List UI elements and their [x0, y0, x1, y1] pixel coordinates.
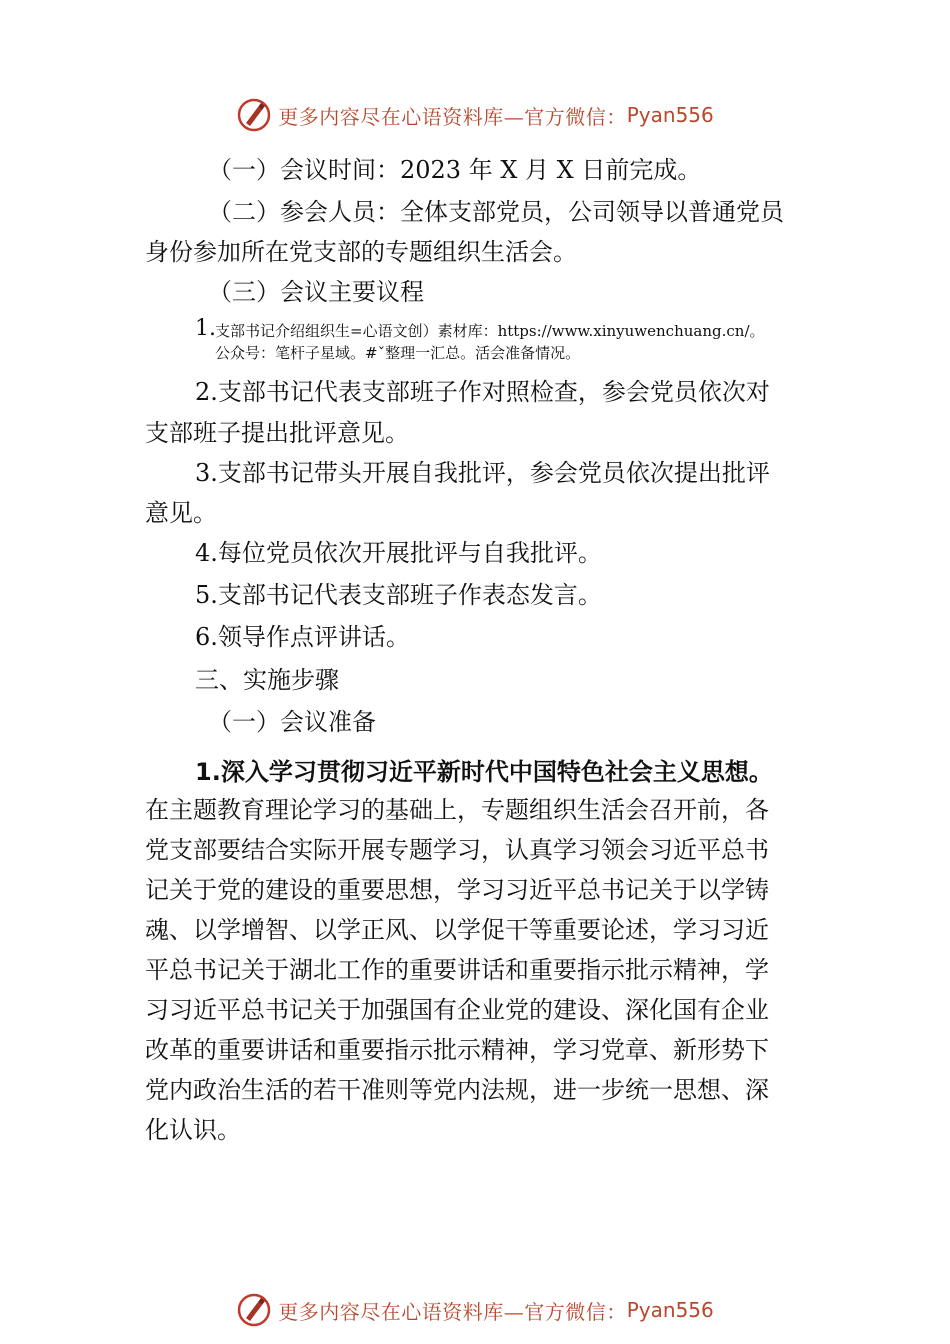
watermark-text: 更多内容尽在心语资料库—官方微信：	[278, 104, 627, 129]
body-line: 党内政治生活的若干准则等党内法规，进一步统一思想、深	[145, 1076, 769, 1104]
footer-watermark	[0, 1290, 950, 1330]
pen-logo-icon	[236, 1292, 272, 1328]
section-heading-3: 三、实施步骤	[195, 666, 339, 694]
agenda-item-5: 5.支部书记代表支部班子作表态发言。	[195, 581, 602, 609]
agenda-item-6: 6.领导作点评讲话。	[195, 623, 410, 651]
agenda-heading: （三）会议主要议程	[208, 278, 424, 306]
watermark-text: 更多内容尽在心语资料库—官方微信：	[278, 1299, 627, 1324]
meeting-time: （一）会议时间：2023 年 X 月 X 日前完成。	[208, 156, 702, 184]
agenda-item-2-line-2: 支部班子提出批评意见。	[145, 419, 409, 447]
body-line: 习习近平总书记关于加强国有企业党的建设、深化国有企业	[145, 996, 769, 1024]
agenda-item-3-line-1: 3.支部书记带头开展自我批评，参会党员依次提出批评	[195, 459, 770, 487]
body-line: 记关于党的建设的重要思想，学习习近平总书记关于以学铸	[145, 876, 769, 904]
attendees-line-2: 身份参加所在党支部的专题组织生活会。	[145, 238, 577, 266]
agenda-item-1-number: 1.	[195, 316, 216, 341]
study-heading: 1.深入学习贯彻习近平新时代中国特色社会主义思想。	[195, 758, 773, 786]
agenda-item-2-line-1: 2.支部书记代表支部班子作对照检查，参会党员依次对	[195, 378, 770, 406]
pen-logo-icon	[236, 97, 272, 133]
body-line: 化认识。	[145, 1116, 241, 1144]
body-line: 魂、以学增智、以学正风、以学促干等重要论述，学习习近	[145, 916, 769, 944]
body-line: 改革的重要讲话和重要指示批示精神，学习党章、新形势下	[145, 1036, 769, 1064]
agenda-item-1-line-2: 公众号：笔杆子星域。#ˇ整理一汇总。活会准备情况。	[215, 344, 581, 362]
agenda-item-4: 4.每位党员依次开展批评与自我批评。	[195, 539, 602, 567]
watermark-wechat-id: Pyan556	[626, 103, 714, 127]
agenda-item-3-line-2: 意见。	[145, 499, 217, 527]
body-line: 平总书记关于湖北工作的重要讲话和重要指示批示精神，学	[145, 956, 769, 984]
header-watermark	[0, 95, 950, 135]
body-line: 在主题教育理论学习的基础上，专题组织生活会召开前，各	[145, 796, 769, 824]
watermark-wechat-id: Pyan556	[626, 1298, 714, 1322]
prep-heading: （一）会议准备	[208, 708, 376, 736]
body-line: 党支部要结合实际开展专题学习，认真学习领会习近平总书	[145, 836, 769, 864]
agenda-item-1-line-1: 支部书记介绍组织生=心语文创）素材库：https://www.xinyuwenchuang.cn/。	[215, 322, 765, 340]
attendees-line-1: （二）参会人员：全体支部党员，公司领导以普通党员	[208, 198, 784, 226]
